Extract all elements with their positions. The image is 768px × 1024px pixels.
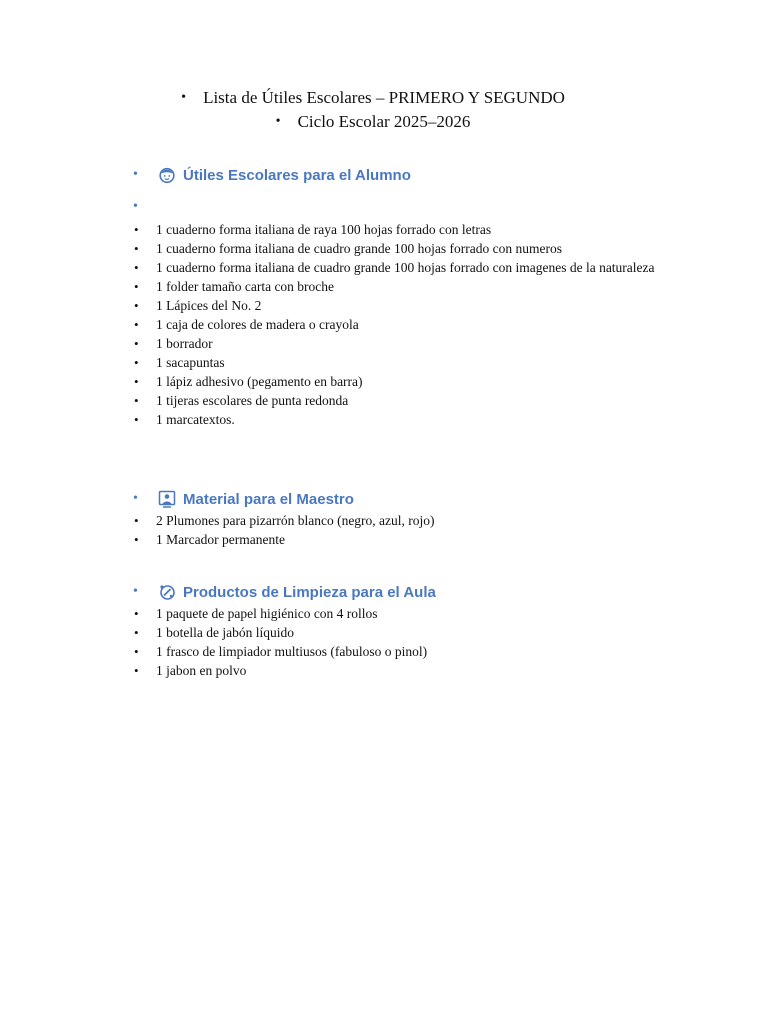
cleaning-icon: [158, 583, 176, 601]
list-item: • 1 botella de jabón líquido: [0, 623, 768, 642]
list-item: • 1 borrador: [0, 334, 768, 353]
list-item: • 1 marcatextos.: [0, 410, 768, 429]
list-item: • 1 folder tamaño carta con broche: [0, 277, 768, 296]
section-heading-teacher: [158, 488, 354, 510]
list-item: • 1 cuaderno forma italiana de raya 100 hojas forrado con letras: [0, 220, 768, 239]
list-item: • 2 Plumones para pizarrón blanco (negro, azul, rojo): [0, 511, 768, 530]
list-item: • 1 sacapuntas: [0, 353, 768, 372]
title-line-2: [0, 110, 768, 134]
heading-bullet: •: [133, 167, 138, 182]
heading-bullet: •: [133, 584, 138, 599]
section-heading-cleaning: [158, 581, 436, 603]
section-heading-text: Material para el Maestro: [183, 490, 354, 508]
list-item: • 1 Marcador permanente: [0, 530, 768, 549]
student-icon: [158, 166, 176, 184]
list-item: • 1 cuaderno forma italiana de cuadro grande 100 hojas forrado con numeros: [0, 239, 768, 258]
list-item: • 1 frasco de limpiador multiusos (fabuloso o pinol): [0, 642, 768, 661]
teacher-icon: [158, 490, 176, 508]
section-heading-student: [158, 164, 411, 186]
list-item: • 1 caja de colores de madera o crayola: [0, 315, 768, 334]
list-item: • 1 jabon en polvo: [0, 661, 768, 680]
title-text-2: Ciclo Escolar 2025–2026: [297, 112, 471, 131]
bullet: •: [181, 90, 186, 105]
bullet: •: [275, 114, 281, 129]
cleaning-products-list: [0, 604, 768, 680]
section-heading-text: Productos de Limpieza para el Aula: [183, 583, 436, 601]
title-line-1: [0, 86, 768, 110]
list-item: • 1 lápiz adhesivo (pegamento en barra): [0, 372, 768, 391]
document-title: [0, 86, 768, 134]
list-item: • 1 cuaderno forma italiana de cuadro grande 100 hojas forrado con imagenes de la naturaleza: [0, 258, 768, 277]
title-text-1: Lista de Útiles Escolares – PRIMERO Y SEGUNDO: [203, 88, 565, 107]
student-supplies-list: [0, 220, 768, 429]
heading-bullet: •: [133, 491, 138, 506]
empty-bullet: •: [133, 199, 138, 214]
list-item: • 1 Lápices del No. 2: [0, 296, 768, 315]
list-item: • 1 paquete de papel higiénico con 4 rollos: [0, 604, 768, 623]
list-item: • 1 tijeras escolares de punta redonda: [0, 391, 768, 410]
section-heading-text: Útiles Escolares para el Alumno: [183, 166, 411, 184]
teacher-material-list: [0, 511, 768, 549]
